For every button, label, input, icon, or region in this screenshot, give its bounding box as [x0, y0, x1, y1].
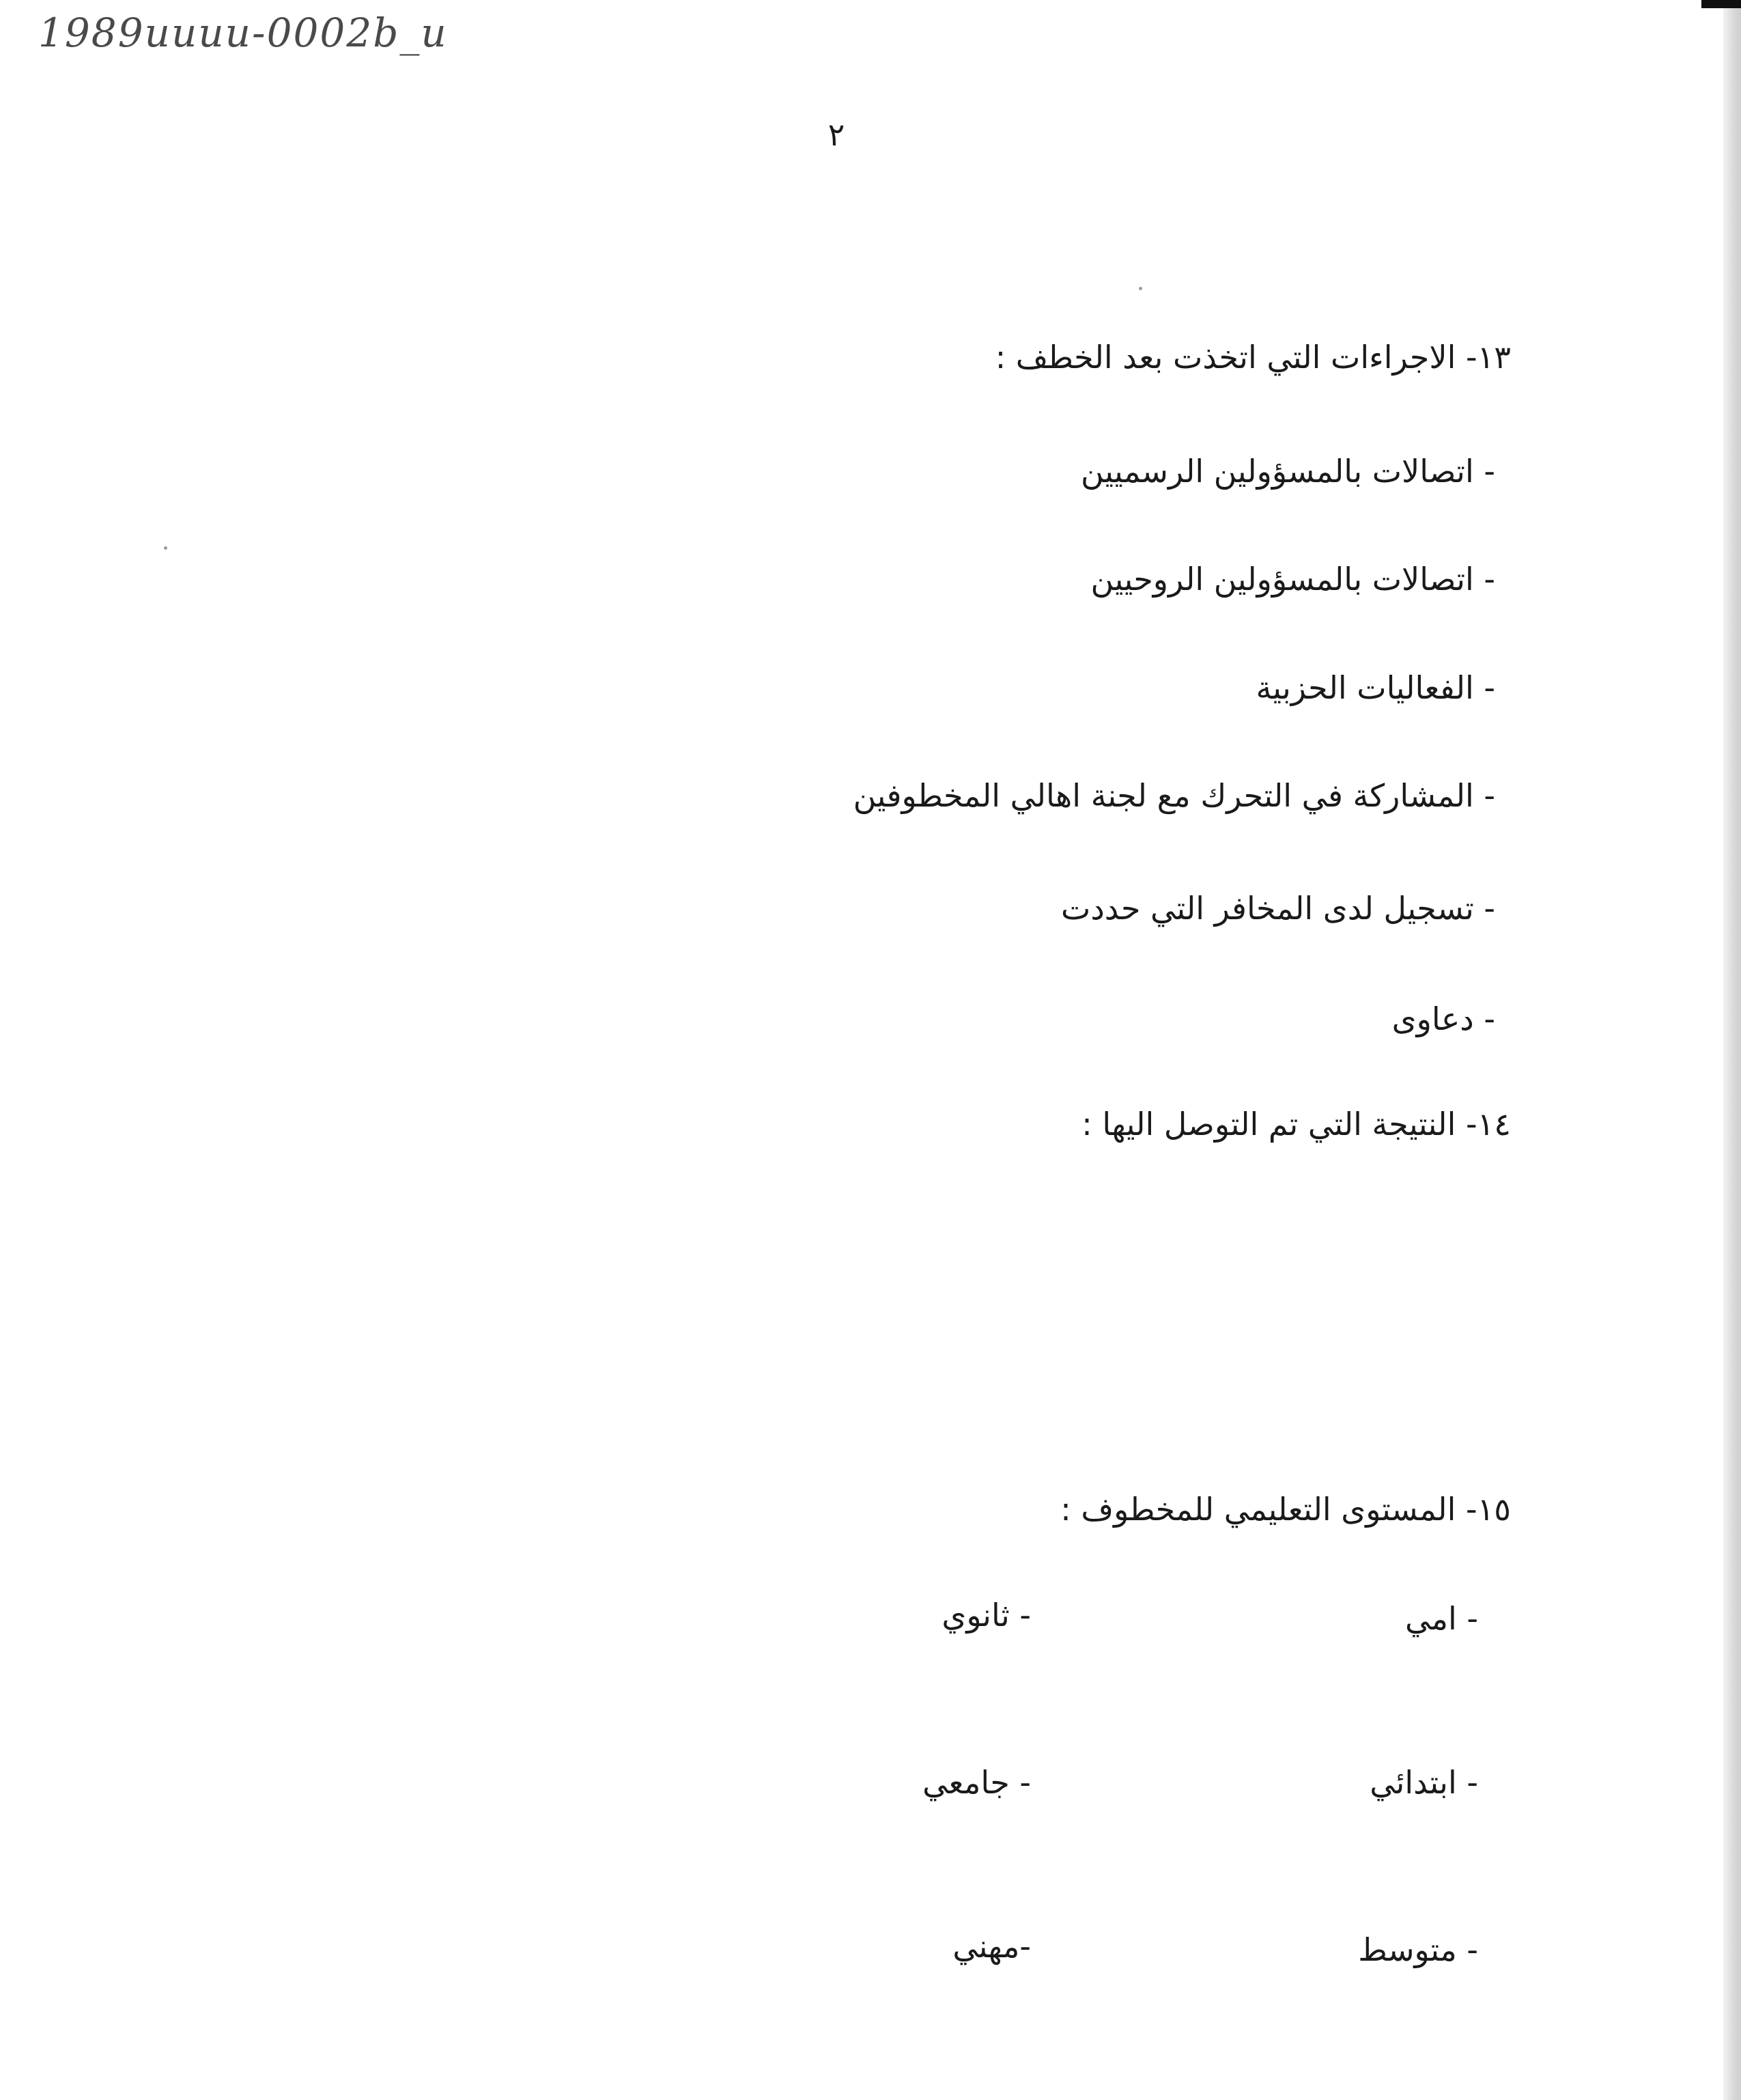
- section-13-item: - اتصالات بالمسؤولين الروحيين: [1090, 561, 1495, 598]
- section-15-heading: ١٥- المستوى التعليمي للمخطوف :: [1060, 1491, 1511, 1528]
- education-option-primary: - ابتدائي: [1370, 1764, 1478, 1801]
- section-13-item: - اتصالات بالمسؤولين الرسميين: [1081, 453, 1495, 490]
- section-13-heading: ١٣- الاجراءات التي اتخذت بعد الخطف :: [995, 339, 1511, 376]
- scan-speck: [1139, 287, 1142, 290]
- education-option-university: - جامعي: [922, 1764, 1031, 1801]
- section-13-item: - الفعاليات الحزبية: [1256, 669, 1495, 706]
- handwritten-document-id: 1989uuuu-0002b_u: [38, 10, 448, 56]
- section-14-heading: ١٤- النتيجة التي تم التوصل اليها :: [1081, 1106, 1511, 1143]
- section-13-item: - المشاركة في التحرك مع لجنة اهالي المخطوفين: [853, 777, 1495, 814]
- section-13-item: - تسجيل لدى المخافر التي حددت: [1061, 890, 1495, 927]
- scan-corner-mark: [1701, 0, 1741, 8]
- scan-page-edge: [1723, 0, 1741, 2100]
- education-option-secondary: - ثانوي: [942, 1597, 1031, 1634]
- section-13-item: - دعاوى: [1391, 1000, 1495, 1037]
- education-option-vocational: -مهني: [952, 1928, 1031, 1965]
- education-option-illiterate: - امي: [1405, 1600, 1478, 1637]
- page-number: ٢: [827, 116, 845, 153]
- scan-speck: [164, 546, 167, 550]
- education-option-intermediate: - متوسط: [1358, 1931, 1478, 1968]
